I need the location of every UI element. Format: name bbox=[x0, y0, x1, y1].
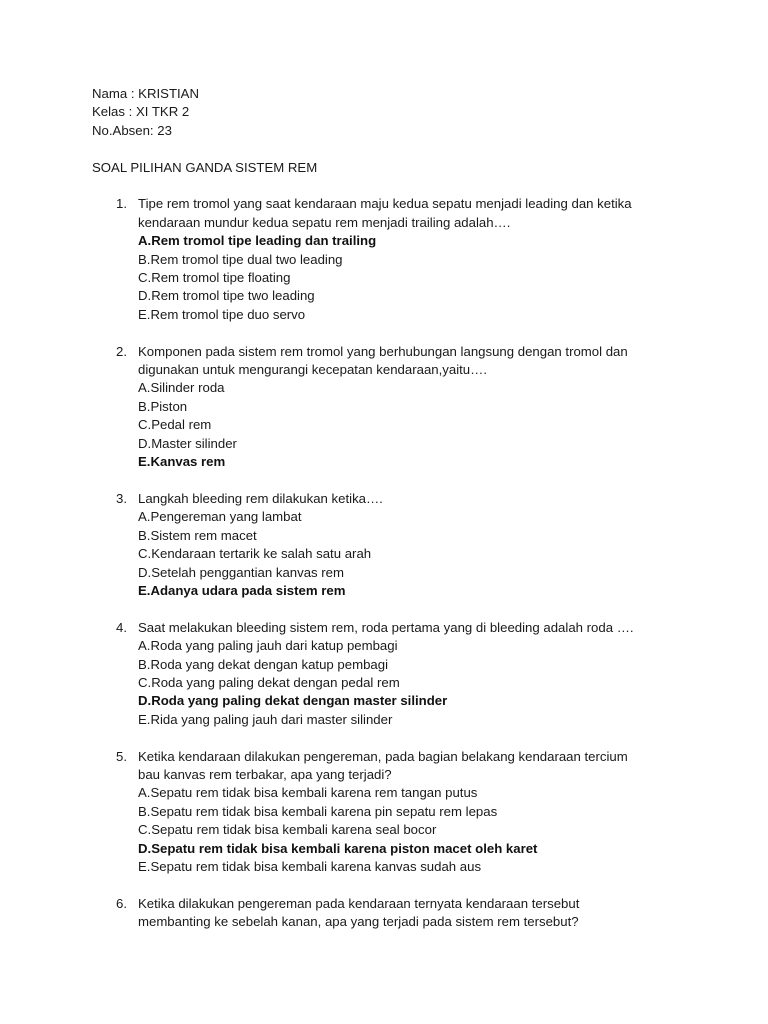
answer-option: C.Roda yang paling dekat dengan pedal rem bbox=[138, 674, 400, 690]
question-text: Saat melakukan bleeding sistem rem, roda pertama yang di bleeding adalah roda …. bbox=[138, 619, 634, 635]
question-text: Ketika kendaraan dilakukan pengereman, pada bagian belakang kendaraan tercium bbox=[138, 748, 628, 764]
answer-option: A.Pengereman yang lambat bbox=[138, 509, 302, 525]
spacer bbox=[92, 177, 692, 195]
question-text: membanting ke sebelah kanan, apa yang terjadi pada sistem rem tersebut? bbox=[138, 914, 579, 930]
answer-option: C.Kendaraan tertarik ke salah satu arah bbox=[138, 546, 372, 562]
question-number: 5. bbox=[116, 748, 127, 764]
answer-option-correct: A.Rem tromol tipe leading dan trailing bbox=[138, 233, 377, 249]
question-text: Langkah bleeding rem dilakukan ketika…. bbox=[138, 490, 383, 506]
question-item bbox=[92, 490, 692, 600]
question-text: Komponen pada sistem rem tromol yang berhubungan langsung dengan tromol dan bbox=[138, 343, 628, 359]
question-number: 3. bbox=[116, 490, 127, 506]
answer-option: B.Sistem rem macet bbox=[138, 527, 257, 543]
document-page bbox=[92, 85, 692, 950]
answer-option: E.Sepatu rem tidak bisa kembali karena kanvas sudah aus bbox=[138, 858, 482, 874]
answer-option: E.Rem tromol tipe duo servo bbox=[138, 306, 306, 322]
answer-option: D.Master silinder bbox=[138, 435, 237, 451]
answer-option: B.Rem tromol tipe dual two leading bbox=[138, 251, 343, 267]
answer-option-correct: D.Roda yang paling dekat dengan master silinder bbox=[138, 693, 448, 709]
question-number: 6. bbox=[116, 895, 127, 911]
question-item bbox=[92, 195, 692, 324]
question-text: kendaraan mundur kedua sepatu rem menjadi trailing adalah…. bbox=[138, 214, 511, 230]
question-text: Tipe rem tromol yang saat kendaraan maju kedua sepatu menjadi leading dan ketika bbox=[138, 196, 632, 212]
answer-option-correct: E.Adanya udara pada sistem rem bbox=[138, 582, 346, 598]
answer-option: A.Roda yang paling jauh dari katup pembagi bbox=[138, 638, 398, 654]
answer-option: D.Setelah penggantian kanvas rem bbox=[138, 564, 345, 580]
question-number: 2. bbox=[116, 343, 127, 359]
question-text: digunakan untuk mengurangi kecepatan kendaraan,yaitu…. bbox=[138, 362, 487, 378]
answer-option: A.Silinder roda bbox=[138, 380, 225, 396]
document-title: SOAL PILIHAN GANDA SISTEM REM bbox=[92, 159, 318, 175]
question-number: 4. bbox=[116, 619, 127, 635]
answer-option: B.Roda yang dekat dengan katup pembagi bbox=[138, 656, 389, 672]
question-list bbox=[92, 195, 692, 931]
question-item bbox=[92, 619, 692, 729]
student-class: Kelas : XI TKR 2 bbox=[92, 104, 190, 120]
answer-option: A.Sepatu rem tidak bisa kembali karena rem tangan putus bbox=[138, 785, 478, 801]
question-text: Ketika dilakukan pengereman pada kendaraan ternyata kendaraan tersebut bbox=[138, 895, 580, 911]
student-name: Nama : KRISTIAN bbox=[92, 86, 199, 101]
answer-option: B.Piston bbox=[138, 398, 188, 414]
answer-option: C.Rem tromol tipe floating bbox=[138, 270, 291, 286]
answer-option: B.Sepatu rem tidak bisa kembali karena pin sepatu rem lepas bbox=[138, 803, 498, 819]
question-item bbox=[92, 748, 692, 877]
answer-option: C.Pedal rem bbox=[138, 417, 212, 433]
question-item bbox=[92, 895, 692, 932]
student-absen-number: No.Absen: 23 bbox=[92, 122, 172, 138]
answer-option: E.Rida yang paling jauh dari master silinder bbox=[138, 711, 393, 727]
question-item bbox=[92, 343, 692, 472]
answer-option-correct: D.Sepatu rem tidak bisa kembali karena piston macet oleh karet bbox=[138, 840, 538, 856]
spacer bbox=[92, 140, 692, 158]
answer-option-correct: E.Kanvas rem bbox=[138, 454, 226, 470]
question-text: bau kanvas rem terbakar, apa yang terjadi? bbox=[138, 766, 392, 782]
answer-option: C.Sepatu rem tidak bisa kembali karena seal bocor bbox=[138, 822, 437, 838]
answer-option: D.Rem tromol tipe two leading bbox=[138, 288, 315, 304]
question-number: 1. bbox=[116, 196, 127, 212]
